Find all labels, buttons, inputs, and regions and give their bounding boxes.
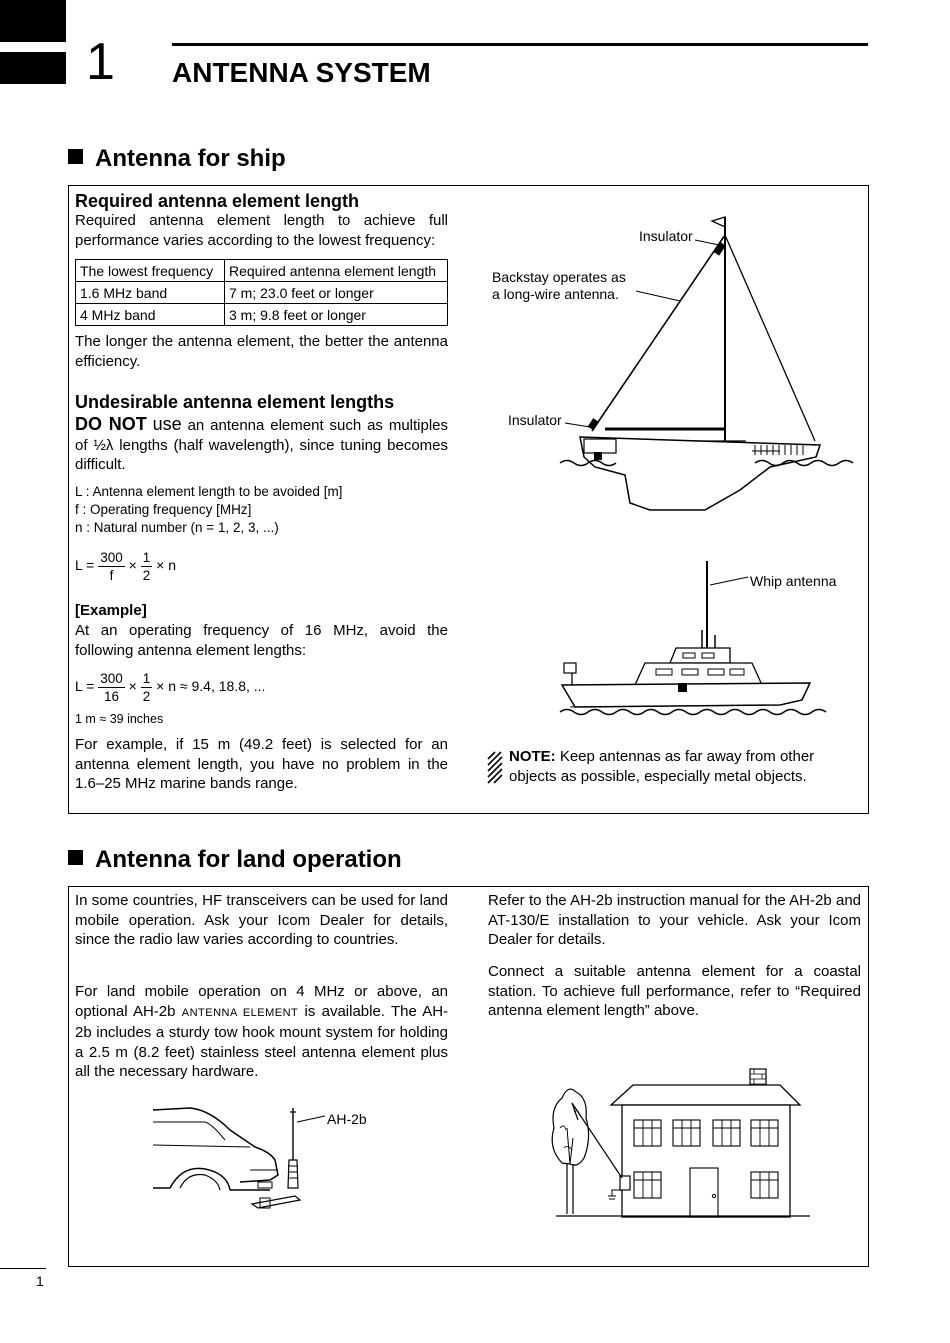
sailboat-illustration — [480, 205, 870, 515]
label-ah-2b: AH-2b — [327, 1111, 367, 1127]
formula — [75, 549, 176, 584]
land-p2 — [75, 982, 448, 1082]
chapter-rule — [172, 43, 868, 46]
label-backstay-2: a long-wire antenna. — [492, 286, 619, 302]
times-sign: × — [128, 557, 137, 574]
note — [509, 747, 864, 786]
label-whip-antenna: Whip antenna — [750, 573, 837, 589]
table-row — [76, 304, 448, 326]
denominator: f — [109, 568, 114, 583]
label-backstay-1: Backstay operates as — [492, 269, 626, 285]
table-header: The lowest frequency — [76, 260, 225, 282]
example-heading: [Example] — [75, 602, 147, 619]
house-illustration — [548, 1068, 818, 1223]
denominator: 2 — [142, 689, 151, 704]
formula-n: n — [168, 557, 177, 574]
conversion-right: 39 inches — [109, 712, 164, 726]
formula-fraction — [98, 670, 125, 705]
formula-fraction — [98, 549, 125, 584]
label-insulator-bottom: Insulator — [508, 412, 562, 428]
table-header: Required antenna element length — [225, 260, 448, 282]
conversion — [75, 711, 163, 727]
section-bullet — [68, 850, 83, 865]
denominator: 2 — [142, 568, 151, 583]
undesirable-heading: Undesirable antenna element lengths — [75, 392, 395, 412]
definition-item: n : Natural number (n = 1, 2, 3, ...) — [75, 520, 279, 535]
note-label: NOTE: — [509, 748, 556, 765]
approx-sign: ≈ — [99, 712, 107, 726]
formula-n: n — [168, 678, 177, 695]
table-cell: 1.6 MHz band — [76, 282, 225, 304]
numerator: 1 — [142, 671, 151, 686]
note-text: Keep antennas as far away from other objects as possible, especially metal objects. — [509, 748, 815, 785]
numerator: 1 — [142, 550, 151, 565]
do-not-label: DO NOT — [75, 414, 147, 434]
table-header-row — [76, 260, 448, 282]
note-icon — [486, 751, 504, 785]
formula-lhs: L = — [75, 557, 95, 574]
land-p4: Connect a suitable antenna element for a coastal station. To achieve full performance, refer to “Required antenna element length” above. — [488, 963, 861, 1019]
table-cell: 3 m; 9.8 feet or longer — [225, 304, 448, 326]
req-heading: Required antenna element length — [75, 191, 360, 211]
chapter-tab-top — [0, 0, 66, 42]
formula-result: 9.4, 18.8, ... — [191, 678, 266, 695]
longer-text: The longer the antenna element, the better the antenna efficiency. — [75, 333, 448, 370]
table-cell: 4 MHz band — [76, 304, 225, 326]
numerator: 300 — [100, 671, 123, 686]
use-word: use — [152, 414, 182, 434]
frequency-table — [75, 259, 448, 326]
approx-sign: ≈ — [179, 678, 188, 695]
denominator: 16 — [103, 689, 120, 704]
section-title-land-text: Antenna for land operation — [95, 846, 402, 873]
do-not-paragraph — [75, 415, 448, 475]
section-title-ship-text: Antenna for ship — [95, 145, 286, 172]
land-p2-a: For land mobile operation on 4 MHz or above, an optional AH-2b — [75, 983, 448, 1020]
land-p3: Refer to the AH-2b instruction manual for the AH-2b and AT-130/E installation to your vehicle. Ask your Icom Dealer for details. — [488, 892, 861, 948]
car-illustration — [150, 1100, 350, 1215]
numerator: 300 — [100, 550, 123, 565]
chapter-tab-bottom — [0, 52, 66, 84]
times-sign: × — [156, 678, 165, 695]
example-text: At an operating frequency of 16 MHz, avoid the following antenna element lengths: — [75, 622, 448, 659]
formula-fraction — [141, 549, 153, 584]
table-row — [76, 282, 448, 304]
conversion-left: 1 m — [75, 712, 96, 726]
definition-item: L : Antenna element length to be avoided [m] — [75, 484, 343, 499]
land-p2-b: is available. The AH-2b includes a sturdy tow hook mount system for holding a 2.5 m (8.2 feet) stainless steel antenna element plus all the necessary hardware. — [75, 1002, 449, 1080]
page-number: 1 — [36, 1273, 44, 1289]
times-sign: × — [156, 557, 165, 574]
chapter-number: 1 — [86, 33, 115, 91]
do-not-text: an antenna element such as multiples of ½λ lengths (half wavelength), since tuning becomes difficult. — [75, 417, 449, 473]
formula-fraction — [141, 670, 153, 705]
definitions — [75, 483, 342, 537]
land-p2-smallcaps: ANTENNA ELEMENT — [181, 1006, 299, 1019]
req-intro: Required antenna element length to achieve full performance varies according to the lowest frequency: — [75, 212, 448, 249]
formula-lhs: L = — [75, 678, 95, 695]
footer-rule — [0, 1268, 46, 1269]
definition-item: f : Operating frequency [MHz] — [75, 502, 252, 517]
section-title-land — [68, 845, 402, 875]
land-p1: In some countries, HF transceivers can be used for land mobile operation. Ask your Icom Dealer for details, since the radio law varies according to countries. — [75, 892, 448, 948]
table-cell: 7 m; 23.0 feet or longer — [225, 282, 448, 304]
chapter-title: ANTENNA SYSTEM — [172, 57, 431, 88]
times-sign: × — [128, 678, 137, 695]
section-bullet — [68, 149, 83, 164]
example-formula — [75, 670, 265, 705]
label-insulator-top: Insulator — [639, 228, 693, 244]
section-title-ship — [68, 144, 286, 174]
for-example-text: For example, if 15 m (49.2 feet) is selected for an antenna element length, you have no problem in the 1.6–25 MHz marine bands range. — [75, 736, 448, 792]
